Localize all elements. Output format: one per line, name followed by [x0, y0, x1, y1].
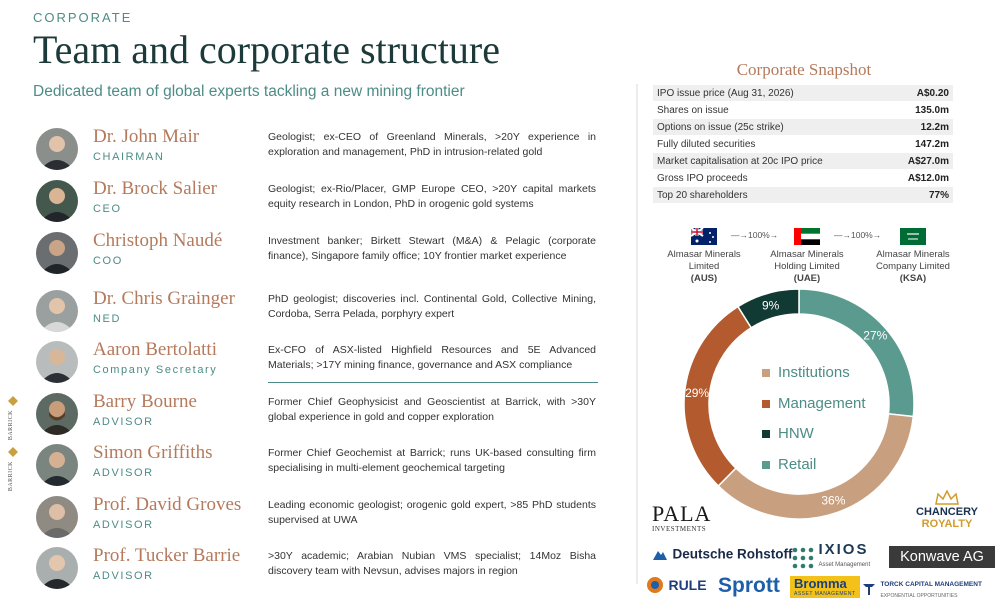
row-label: Options on issue (25c strike)	[657, 122, 784, 133]
ownership-link: —→100%→	[731, 230, 779, 240]
member-name: Dr. Chris Grainger	[93, 288, 235, 309]
row-value: 12.2m	[920, 122, 949, 133]
member-bio: Investment banker; Birkett Stewart (M&A) & Pelagic (corporate finance), Singapore family office; 10Y frontier market experience	[268, 235, 596, 262]
member-bio: >30Y academic; Arabian Nubian VMS specialist; 14Moz Bisha discovery team with Nevsun, advises majors in region	[268, 550, 596, 577]
row-value: A$27.0m	[907, 156, 949, 167]
avatar	[36, 393, 78, 435]
snapshot-row	[653, 153, 953, 170]
uae-flag-icon	[794, 228, 820, 245]
column-separator	[636, 84, 638, 584]
team-member-row	[0, 545, 610, 593]
section-label: CORPORATE	[33, 10, 133, 25]
legend-swatch	[762, 369, 770, 377]
barrick-logo: BARRICK	[2, 443, 24, 489]
row-value: 147.2m	[915, 139, 949, 150]
snapshot-row	[653, 102, 953, 119]
row-label: Gross IPO proceeds	[657, 173, 748, 184]
snapshot-title: Corporate Snapshot	[736, 60, 872, 79]
member-name: Aaron Bertolatti	[93, 339, 217, 360]
team-member-row	[0, 339, 610, 387]
slice-label-management: 29%	[685, 385, 710, 400]
legend-item-management: Management	[762, 395, 866, 426]
snapshot-row	[653, 119, 953, 136]
row-value: A$12.0m	[907, 173, 949, 184]
member-name: Christoph Naudé	[93, 230, 223, 251]
member-bio: Ex-CFO of ASX-listed Highfield Resources and 5E Advanced Materials; >17Y mining finance, governance and ASX compliance	[268, 344, 596, 371]
rule-logo: RULE	[646, 576, 707, 594]
member-name: Dr. Brock Salier	[93, 178, 218, 199]
dots-icon	[792, 547, 814, 569]
legend-item-hnw: HNW	[762, 425, 866, 456]
member-name: Prof. Tucker Barrie	[93, 545, 241, 566]
member-role: NED	[93, 313, 122, 325]
mountain-icon	[652, 547, 668, 561]
row-label: Market capitalisation at 20c IPO price	[657, 156, 823, 167]
member-role: Company Secretary	[93, 364, 218, 376]
legend-swatch	[762, 430, 770, 438]
member-role: COO	[93, 255, 123, 267]
legend-swatch	[762, 400, 770, 408]
row-label: Shares on issue	[657, 105, 729, 116]
entity-ksa: Almasar Minerals Company Limited (KSA)	[863, 228, 963, 285]
avatar	[36, 128, 78, 170]
team-member-row	[0, 126, 610, 174]
member-bio: Geologist; ex-CEO of Greenland Minerals, >20Y experience in exploration and management, PhD in intrusion-related gold	[268, 131, 596, 158]
konwave-logo: Konwave AG	[889, 546, 995, 568]
snapshot-table	[653, 85, 953, 204]
snapshot-row	[653, 170, 953, 187]
avatar	[36, 444, 78, 486]
member-role: CEO	[93, 203, 122, 215]
slice-label-retail: 27%	[863, 328, 888, 343]
avatar	[36, 496, 78, 538]
member-role: ADVISOR	[93, 416, 154, 428]
rule-mark-icon	[646, 576, 664, 594]
deutsche-rohstoff-logo: Deutsche Rohstoff	[652, 545, 792, 563]
australia-flag-icon	[691, 228, 717, 245]
avatar	[36, 341, 78, 383]
legend-swatch	[762, 461, 770, 469]
row-value: 135.0m	[915, 105, 949, 116]
chart-legend	[762, 364, 866, 486]
member-role: ADVISOR	[93, 467, 154, 479]
legend-item-retail: Retail	[762, 456, 866, 487]
member-bio: Leading economic geologist; orogenic gold expert, >85 PhD students supervised at UWA	[268, 499, 596, 526]
entity-aus: Almasar Minerals Limited (AUS)	[654, 228, 754, 285]
row-label: IPO issue price (Aug 31, 2026)	[657, 88, 794, 99]
row-value: 77%	[928, 190, 949, 201]
team-member-row	[0, 494, 610, 542]
member-bio: Former Chief Geophysicist and Geoscientist at Barrick, with >30Y global experience in gold and copper exploration	[268, 396, 596, 423]
member-role: ADVISOR	[93, 570, 154, 582]
row-label: Top 20 shareholders	[657, 190, 748, 201]
crown-icon	[934, 490, 960, 506]
member-role: ADVISOR	[93, 519, 154, 531]
slice-label-hnw: 9%	[762, 298, 780, 313]
team-member-row	[0, 230, 610, 278]
member-name: Dr. John Mair	[93, 126, 200, 147]
team-member-row	[0, 391, 610, 439]
snapshot-row	[653, 187, 953, 204]
section-divider	[268, 382, 598, 383]
chancery-royalty-logo: CHANCERY ROYALTY	[912, 490, 982, 530]
avatar	[36, 547, 78, 589]
member-name: Simon Griffiths	[93, 442, 213, 463]
member-bio: Geologist; ex-Rio/Placer, GMP Europe CEO, >20Y capital markets equity research in London, PhD in orogenic gold systems	[268, 183, 596, 210]
saudi-flag-icon	[900, 228, 926, 245]
avatar	[36, 290, 78, 332]
ownership-link: —→100%→	[834, 230, 882, 240]
team-member-row	[0, 442, 610, 490]
member-bio: Former Chief Geochemist at Barrick; runs UK-based consulting firm specialising in multi-element geochemical targeting	[268, 447, 596, 474]
row-label: Fully diluted securities	[657, 139, 756, 150]
bromma-logo: Bromma ASSET MANAGEMENT	[790, 576, 860, 598]
slice-label-institutions: 36%	[821, 493, 846, 508]
legend-item-institutions: Institutions	[762, 364, 866, 395]
entity-uae: Almasar Minerals Holding Limited (UAE)	[757, 228, 857, 285]
page-title: Team and corporate structure	[33, 27, 500, 72]
member-name: Prof. David Groves	[93, 494, 242, 515]
snapshot-row	[653, 136, 953, 153]
avatar	[36, 232, 78, 274]
page-subtitle: Dedicated team of global experts tackling a new mining frontier	[33, 83, 465, 100]
team-member-row	[0, 288, 610, 336]
team-member-row	[0, 178, 610, 226]
member-name: Barry Bourne	[93, 391, 197, 412]
ixios-logo: IXIOS Asset Management	[792, 544, 870, 571]
avatar	[36, 180, 78, 222]
torck-logo: TORCK CAPITAL MANAGEMENT EXPONENTIAL OPPORTUNITIES	[862, 578, 982, 600]
snapshot-row	[653, 85, 953, 102]
sprott-logo: Sprott	[718, 574, 780, 597]
row-value: A$0.20	[916, 88, 949, 99]
barrick-logo: BARRICK	[2, 392, 24, 438]
pala-logo: PALA INVESTMENTS	[652, 501, 712, 533]
member-role: CHAIRMAN	[93, 151, 165, 163]
member-bio: PhD geologist; discoveries incl. Continental Gold, Collective Mining, Cordoba, Serra Pelada, porphyry expert	[268, 293, 596, 320]
torck-mark-icon	[862, 582, 876, 596]
